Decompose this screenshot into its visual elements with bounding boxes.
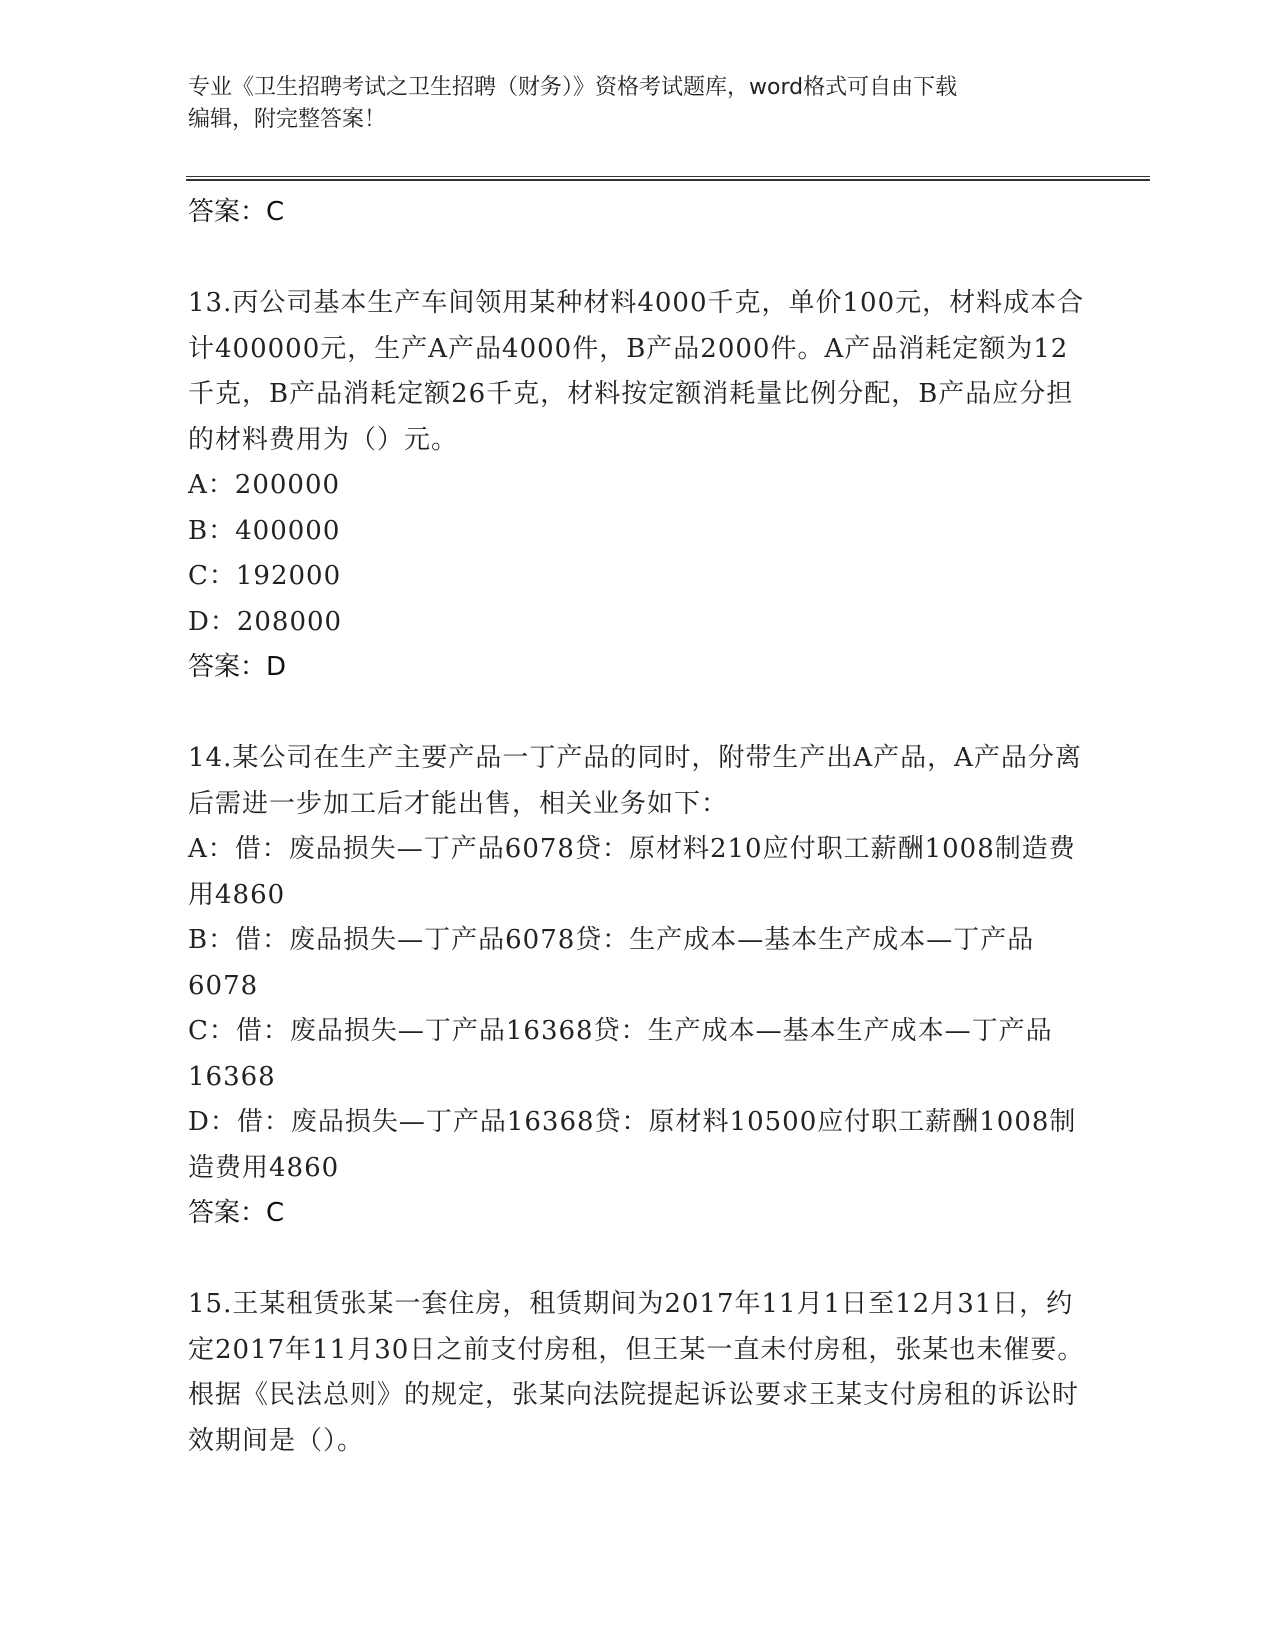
document-header bbox=[188, 72, 1108, 136]
question-text: 15.王某租赁张某一套住房，租赁期间为2017年11月1日至12月31日，约定2017年11月30日之前支付房租，但王某一直未付房租，张某也未催要。根据《民法总则》的规定，张某向法院提起诉讼要求王某支付房租的诉讼时效期间是（）。 bbox=[188, 1289, 1085, 1456]
option-a: A：借：废品损失—丁产品6078贷：原材料210应付职工薪酬1008制造费用4860 bbox=[188, 834, 1076, 910]
option-b: B：借：废品损失—丁产品6078贷：生产成本—基本生产成本—丁产品6078 bbox=[188, 925, 1035, 1001]
header-divider bbox=[186, 176, 1150, 181]
question-text: 13.丙公司基本生产车间领用某种材料4000千克，单价100元，材料成本合计400000元，生产A产品4000件，B产品2000件。A产品消耗定额为12千克，B产品消耗定额26千克，材料按定额消耗量比例分配，B产品应分担的材料费用为（）元。 bbox=[188, 288, 1085, 455]
option-b: B：400000 bbox=[188, 515, 341, 546]
option-c: C：192000 bbox=[188, 561, 342, 591]
question-text: 14.某公司在生产主要产品一丁产品的同时，附带生产出A产品，A产品分离后需进一步加工后才能出售，相关业务如下： bbox=[188, 743, 1082, 819]
answer-previous: 答案：C bbox=[188, 197, 285, 227]
option-d: D：208000 bbox=[188, 606, 343, 637]
header-line-2: 编辑，附完整答案！ bbox=[188, 107, 387, 132]
option-a: A：200000 bbox=[188, 470, 341, 500]
document-body bbox=[188, 190, 1088, 1464]
option-d: D：借：废品损失—丁产品16368贷：原材料10500应付职工薪酬1008制造费用4860 bbox=[188, 1107, 1077, 1183]
spacer bbox=[188, 234, 1088, 281]
spacer bbox=[188, 1235, 1088, 1282]
answer: 答案：D bbox=[188, 652, 287, 682]
question-15 bbox=[188, 1282, 1088, 1464]
question-14 bbox=[188, 736, 1088, 1235]
answer: 答案：C bbox=[188, 1198, 285, 1228]
option-c: C：借：废品损失—丁产品16368贷：生产成本—基本生产成本—丁产品16368 bbox=[188, 1016, 1053, 1092]
question-13 bbox=[188, 281, 1088, 689]
header-line-1: 专业《卫生招聘考试之卫生招聘（财务）》资格考试题库，word格式可自由下载 bbox=[188, 75, 958, 100]
spacer bbox=[188, 689, 1088, 736]
